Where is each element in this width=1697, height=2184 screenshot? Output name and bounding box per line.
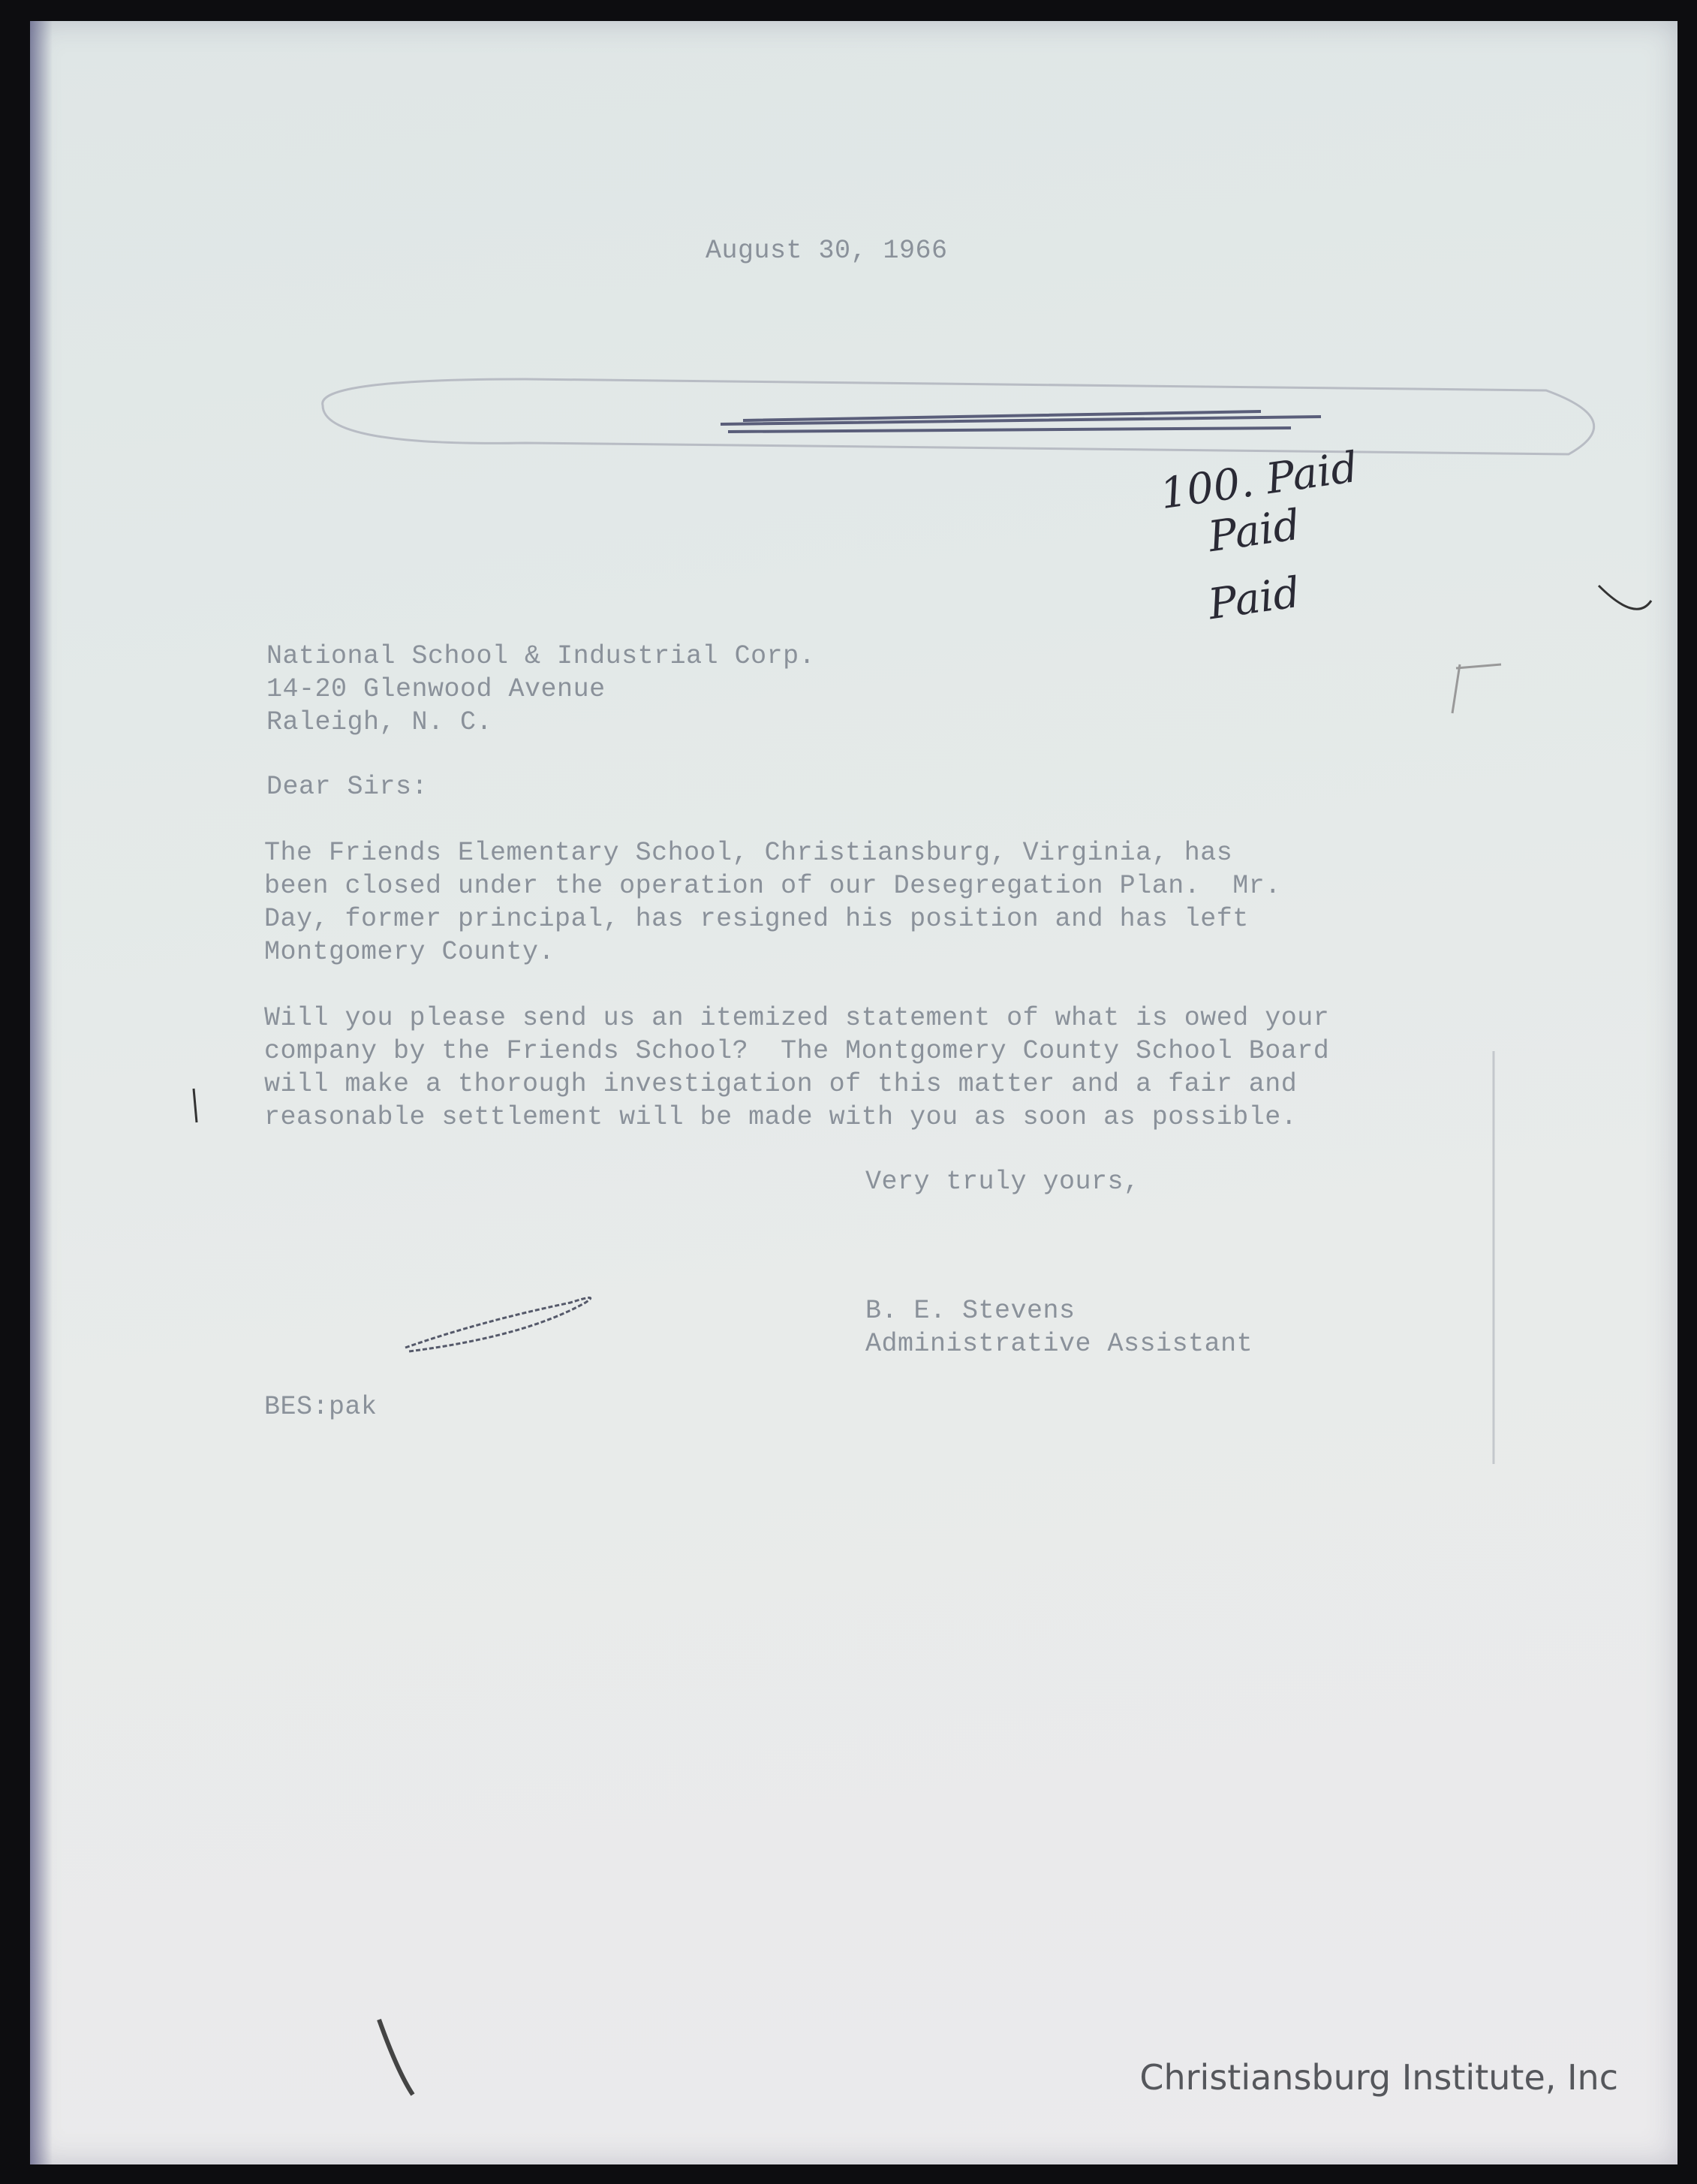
- handwritten-note: Paid: [1205, 568, 1304, 630]
- paragraph-line: Day, former principal, has resigned his position and has left: [264, 904, 1249, 934]
- handwritten-note: Paid: [1205, 500, 1304, 562]
- reference-initials: BES:pak: [264, 1392, 378, 1422]
- smudge: [379, 2020, 413, 2095]
- paragraph-line: Montgomery County.: [264, 937, 555, 967]
- recipient-name: National School & Industrial Corp.: [266, 641, 816, 671]
- salutation: Dear Sirs:: [266, 772, 429, 802]
- pencil-cross: [1452, 664, 1501, 713]
- paragraph-line: been closed under the operation of our Desegregation Plan. Mr.: [264, 871, 1281, 901]
- paragraph-line: will make a thorough investigation of this matter and a fair and: [264, 1069, 1298, 1099]
- paragraph-line: Will you please send us an itemized statement of what is owed your: [264, 1003, 1330, 1033]
- paragraph-line: reasonable settlement will be made with you as soon as possible.: [264, 1102, 1298, 1132]
- signature: [405, 1298, 591, 1352]
- letter-date: August 30, 1966: [706, 236, 948, 266]
- handwritten-note: 100. Paid: [1157, 442, 1362, 520]
- paragraph-line: The Friends Elementary School, Christiansburg, Virginia, has: [264, 838, 1233, 868]
- signer-name: B. E. Stevens: [865, 1296, 1076, 1326]
- pencil-scribble: [721, 411, 1321, 432]
- edge-mark: [1599, 586, 1651, 609]
- watermark: Christiansburg Institute, Inc: [1139, 2057, 1618, 2098]
- recipient-street: 14-20 Glenwood Avenue: [266, 674, 606, 704]
- signer-title: Administrative Assistant: [865, 1329, 1253, 1359]
- closing: Very truly yours,: [865, 1167, 1140, 1197]
- margin-mark: [194, 1089, 197, 1122]
- paragraph-line: company by the Friends School? The Montgomery County School Board: [264, 1036, 1330, 1066]
- recipient-city: Raleigh, N. C.: [266, 707, 493, 737]
